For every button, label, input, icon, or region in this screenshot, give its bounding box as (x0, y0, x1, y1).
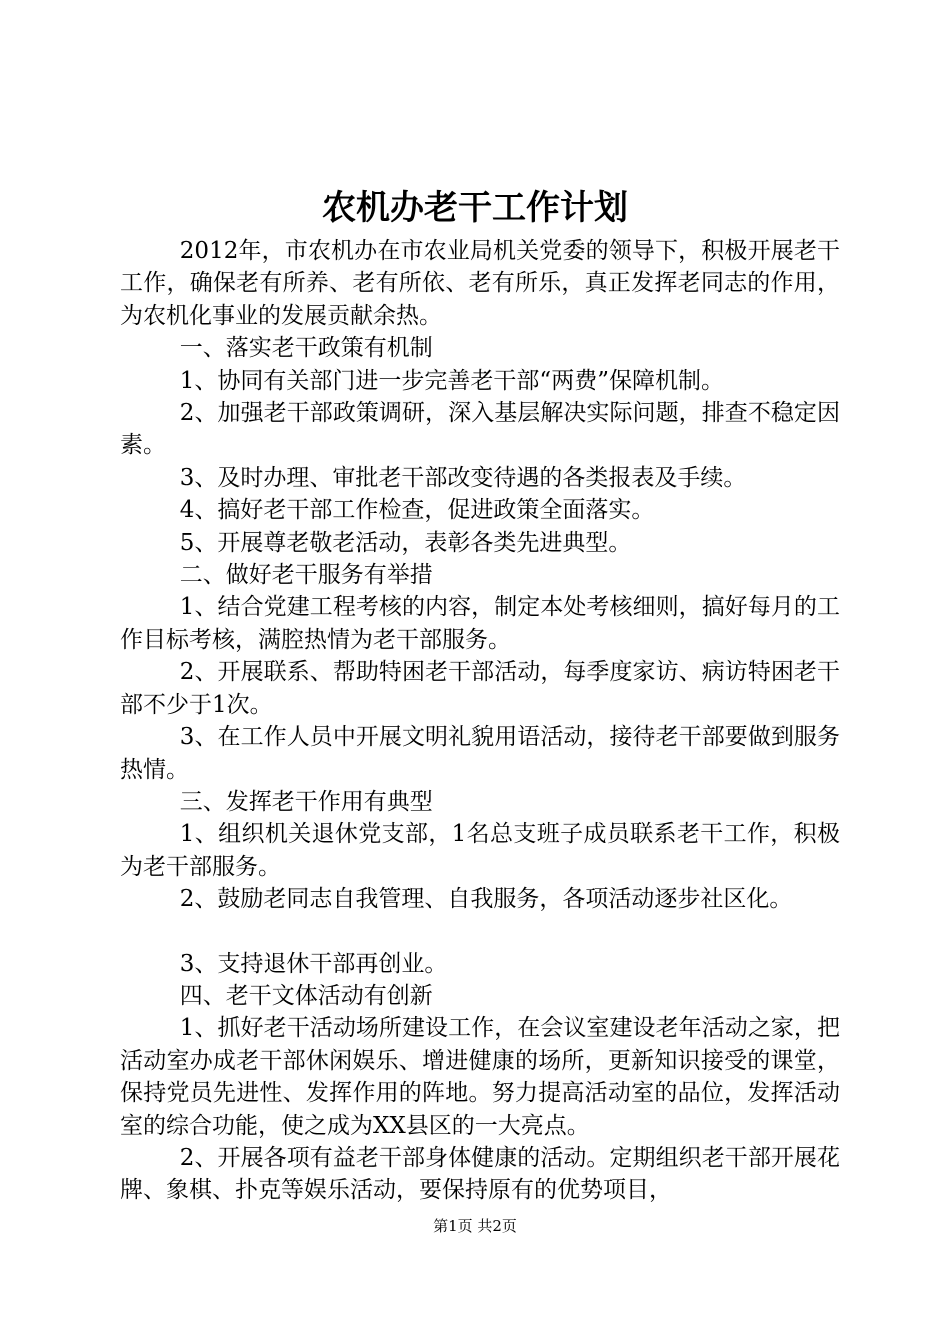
section-heading-4: 四、老干文体活动有创新 (179, 982, 433, 1009)
list-item: 4、搞好老干部工作检查，促进政策全面落实。 (179, 497, 655, 524)
list-item: 2、鼓励老同志自我管理、自我服务，各项活动逐步社区化。 (179, 886, 793, 913)
document-title: 农机办老干工作计划 (322, 188, 628, 228)
document-body (120, 235, 840, 1207)
section-heading-3: 三、发挥老干作用有典型 (179, 788, 433, 815)
list-item: 5、开展尊老敬老活动，表彰各类先进典型。 (179, 529, 632, 556)
list-item: 2、开展联系、帮助特困老干部活动，每季度家访、病访特困老干部不少于1次。 (120, 659, 840, 718)
list-item: 1、结合党建工程考核的内容，制定本处考核细则，搞好每月的工作目标考核，满腔热情为老干部服务。 (120, 594, 840, 653)
paragraph-intro: 2012年，市农机办在市农业局机关党委的领导下，积极开展老干工作，确保老有所养、老有所依、老有所乐，真正发挥老同志的作用，为农机化事业的发展贡献余热。 (120, 238, 840, 329)
list-item: 2、加强老干部政策调研，深入基层解决实际问题，排查不稳定因素。 (120, 400, 840, 459)
list-item: 1、抓好老干活动场所建设工作，在会议室建设老年活动之家，把活动室办成老干部休闲娱乐、增进健康的场所，更新知识接受的课堂，保持党员先进性、发挥作用的阵地。努力提高活动室的品位，发挥活动室的综合功能，使之成为XX县区的一大亮点。 (120, 1015, 840, 1139)
page-footer: 第1页 共2页 (433, 1217, 517, 1235)
list-item: 2、开展各项有益老干部身体健康的活动。定期组织老干部开展花牌、象棋、扑克等娱乐活动，要保持原有的优势项目， (120, 1144, 840, 1204)
list-item: 3、及时办理、审批老干部改变待遇的各类报表及手续。 (179, 464, 747, 491)
list-item: 3、在工作人员中开展文明礼貌用语活动，接待老干部要做到服务热情。 (120, 724, 840, 783)
list-item: 3、支持退休干部再创业。 (179, 950, 448, 977)
section-heading-1: 一、落实老干政策有机制 (179, 335, 433, 362)
list-item: 1、组织机关退休党支部，1名总支班子成员联系老干工作，积极为老干部服务。 (120, 821, 840, 880)
section-heading-2: 二、做好老干服务有举措 (179, 562, 433, 589)
list-item: 1、协同有关部门进一步完善老干部“两费”保障机制。 (179, 367, 724, 394)
